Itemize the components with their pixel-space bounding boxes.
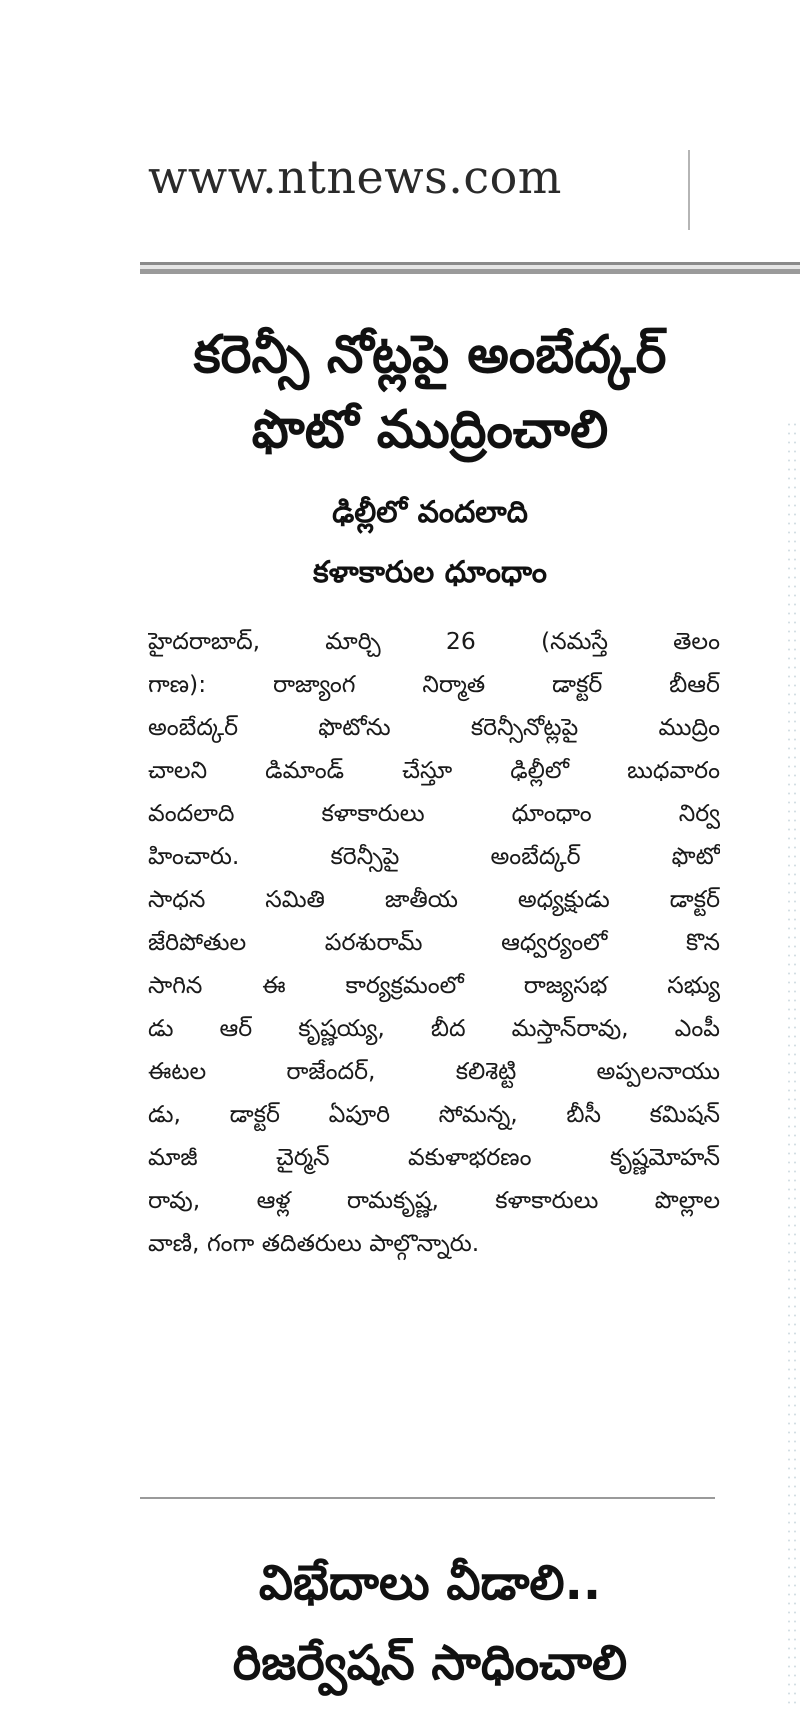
body-line: ఈటల రాజేందర్, కలిశెట్టి అప్పలనాయు — [148, 1057, 720, 1085]
section-divider — [140, 1497, 715, 1499]
article-body — [148, 620, 720, 1265]
body-line: జేరిపోతుల పరశురామ్ ఆధ్వర్యంలో కొన — [148, 928, 720, 956]
masthead-rule — [140, 262, 800, 274]
body-line: చాలని డిమాండ్ చేస్తూ ఢిల్లీలో బుధవారం — [148, 756, 720, 784]
next-article-headline-line-2: రిజర్వేషన్ సాధించాలి — [232, 1635, 628, 1691]
body-line: అంబేద్కర్ ఫొటోను కరెన్సీనోట్లపై ముద్రిం — [148, 713, 720, 741]
body-line: డు ఆర్ కృష్ణయ్య, బీద మస్తాన్‌రావు, ఎంపీ — [148, 1014, 720, 1042]
body-line: వాణి, గంగా తదితరులు పాల్గొన్నారు. — [148, 1229, 480, 1257]
article-headline-line-2: ఫొటో ముద్రించాలి — [251, 400, 609, 460]
body-line: మాజీ చైర్మన్ వకుళాభరణం కృష్ణమోహన్ — [148, 1143, 720, 1171]
article-subheadline-line-2: కళాకారుల ధూంధాం — [313, 555, 547, 590]
article-subheadline-line-1: ఢిల్లీలో వందలాది — [332, 495, 528, 530]
body-line: గాణ): రాజ్యాంగ నిర్మాత డాక్టర్ బీఆర్ — [148, 670, 720, 698]
body-line: రావు, ఆళ్ల రామకృష్ణ, కళాకారులు పొల్లాల — [148, 1186, 720, 1214]
body-line: డు, డాక్టర్ ఏపూరి సోమన్న, బీసీ కమిషన్ — [148, 1100, 720, 1128]
body-line: సాగిన ఈ కార్యక్రమంలో రాజ్యసభ సభ్యు — [148, 971, 720, 999]
body-line: హైదరాబాద్, మార్చి 26 (నమస్తే తెలం — [148, 627, 720, 655]
body-line: హించారు. కరెన్సీపై అంబేద్కర్ ఫొటో — [148, 842, 720, 870]
article-headline-line-1: కరెన్సీ నోట్లపై అంబేద్కర్ — [193, 325, 667, 385]
website-url: www.ntnews.com — [148, 150, 562, 204]
body-line: వందలాది కళాకారులు ధూంధాం నిర్వ — [148, 799, 720, 827]
masthead-divider — [688, 150, 690, 230]
body-line: సాధన సమితి జాతీయ అధ్యక్షుడు డాక్టర్ — [148, 885, 720, 913]
next-article-headline-line-1: విభేదాలు వీడాలి.. — [258, 1555, 602, 1611]
scan-edge-texture — [786, 420, 800, 1710]
